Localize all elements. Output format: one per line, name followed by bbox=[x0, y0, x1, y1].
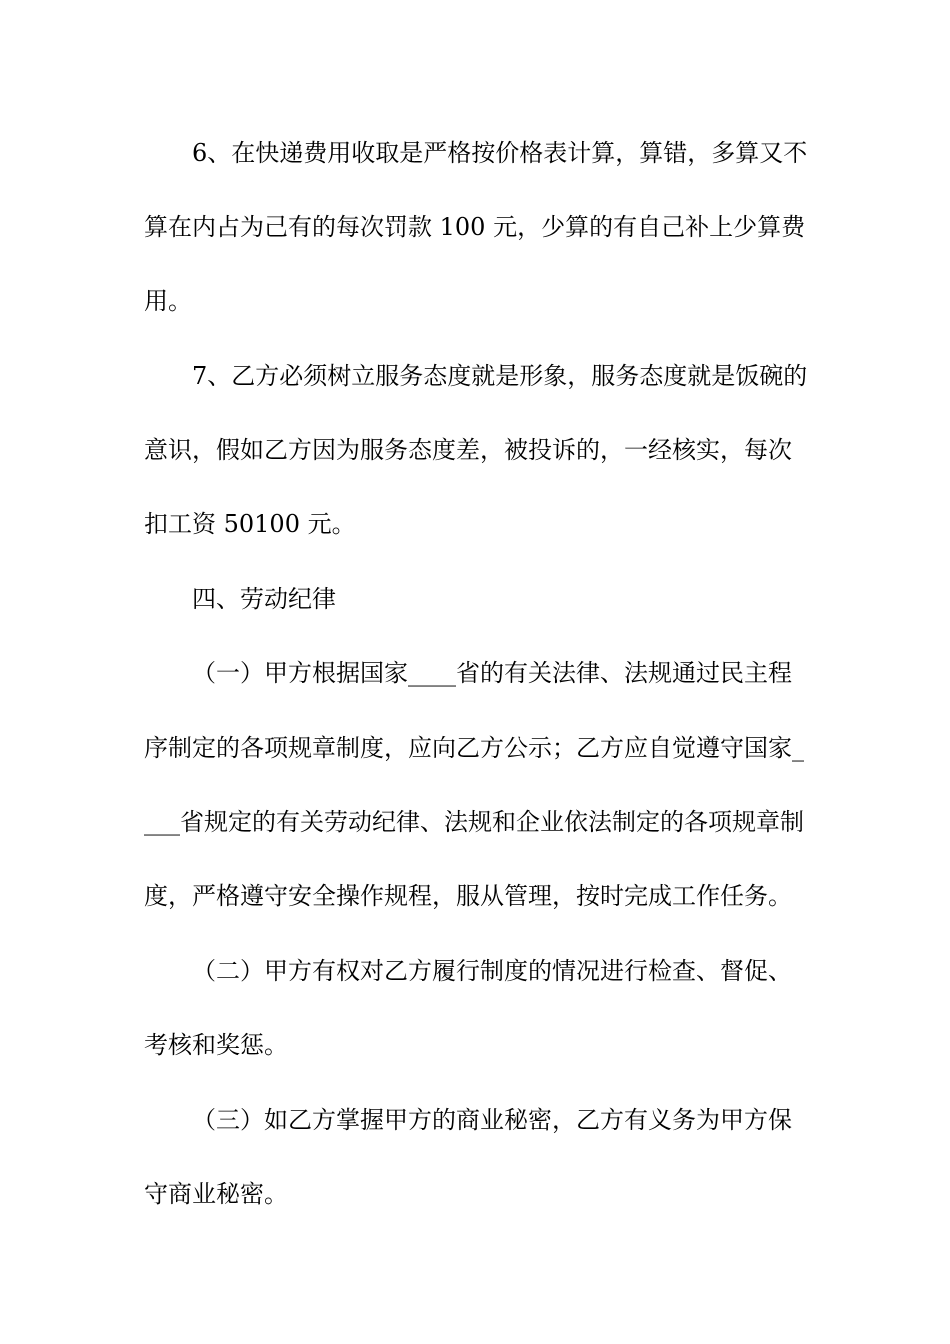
text-line: 度，严格遵守安全操作规程，服从管理，按时完成工作任务。 bbox=[144, 882, 792, 910]
text-line: （三）如乙方掌握甲方的商业秘密，乙方有义务为甲方保 bbox=[192, 1106, 792, 1134]
text-line: 考核和奖惩。 bbox=[144, 1031, 288, 1059]
text-line: 序制定的各项规章制度，应向乙方公示；乙方应自觉遵守国家_ bbox=[144, 734, 804, 762]
text-line: 算在内占为己有的每次罚款 100 元，少算的有自己补上少算费 bbox=[144, 213, 806, 241]
section-heading: 四、劳动纪律 bbox=[192, 585, 336, 613]
text-line: （一）甲方根据国家____省的有关法律、法规通过民主程 bbox=[192, 659, 792, 687]
text-line: （二）甲方有权对乙方履行制度的情况进行检查、督促、 bbox=[192, 957, 792, 985]
text-line: 6、在快递费用收取是严格按价格表计算，算错，多算又不 bbox=[192, 139, 808, 167]
text-line: 守商业秘密。 bbox=[144, 1180, 288, 1208]
text-line: ___省规定的有关劳动纪律、法规和企业依法制定的各项规章制 bbox=[144, 808, 804, 836]
text-line: 7、乙方必须树立服务态度就是形象，服务态度就是饭碗的 bbox=[192, 362, 808, 390]
text-line: 用。 bbox=[144, 287, 192, 315]
text-line: 意识，假如乙方因为服务态度差，被投诉的，一经核实，每次 bbox=[144, 436, 792, 464]
text-line: 扣工资 50100 元。 bbox=[144, 510, 356, 538]
